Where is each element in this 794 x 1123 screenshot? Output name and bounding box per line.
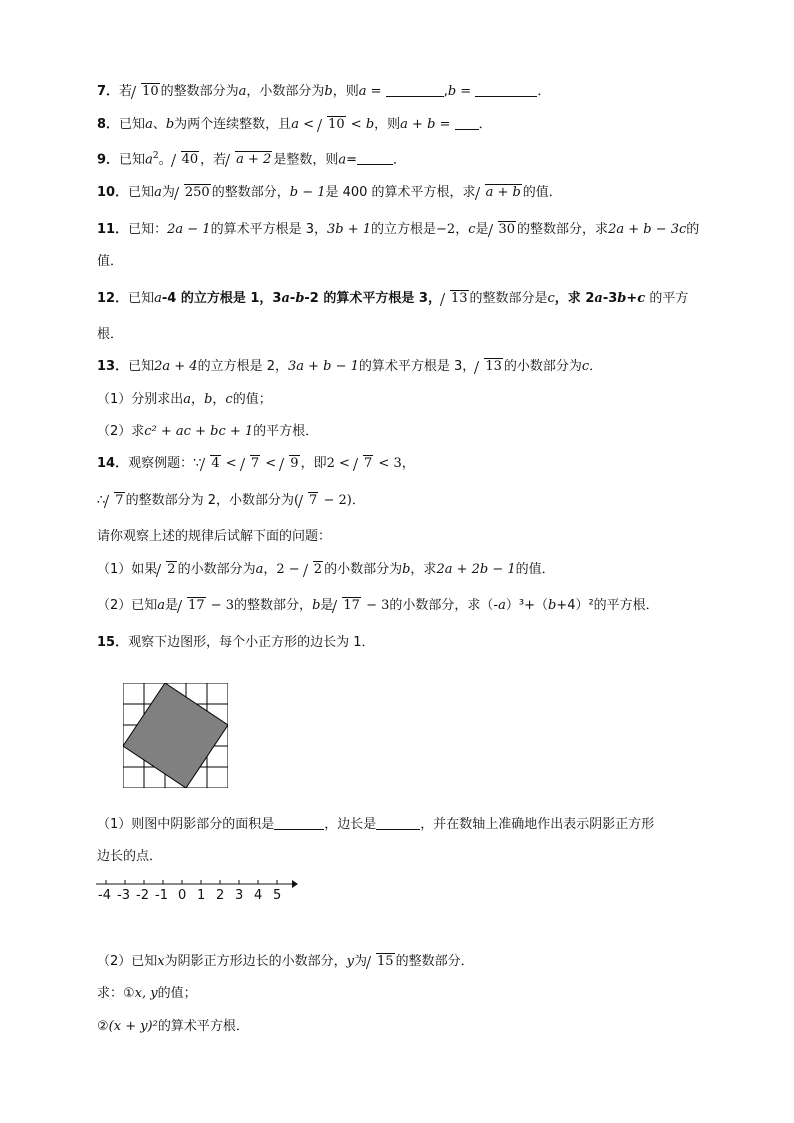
text: 的小数部分，求（- xyxy=(389,598,499,613)
answer-blank-area[interactable] xyxy=(274,815,324,830)
text: （1）则图中阴影部分的面积是 xyxy=(97,817,275,832)
text: 已知 xyxy=(128,359,155,374)
paren: ( xyxy=(293,493,300,508)
var-a: a xyxy=(358,84,367,99)
radicand: a + b xyxy=(485,185,521,200)
sqrt-2 xyxy=(305,561,323,579)
question-13-part-1 xyxy=(97,391,272,409)
answer-blank[interactable] xyxy=(455,115,479,130)
var-a: a xyxy=(154,291,162,306)
sqrt-4 xyxy=(202,455,220,473)
var-c: c xyxy=(547,291,555,306)
number: −2 xyxy=(436,222,456,237)
radicand: 7 xyxy=(309,493,318,508)
text: 若 xyxy=(119,84,133,99)
sqrt-17 xyxy=(334,597,361,615)
tick-label: -4 xyxy=(98,888,111,903)
text: 的值； xyxy=(232,392,272,407)
var-b: b xyxy=(165,117,175,132)
expression: 2a − 1 xyxy=(167,222,211,237)
equals: = xyxy=(435,117,455,132)
radicand: 4 xyxy=(211,456,220,471)
expression: (x + y)² xyxy=(108,1019,158,1034)
var-y: y xyxy=(346,954,354,969)
sqrt-7 xyxy=(106,492,124,510)
var-a: a xyxy=(154,185,162,200)
text: ，并在数轴上准确地作出表示阴影正方形 xyxy=(420,817,655,832)
question-13-part-2 xyxy=(97,423,318,441)
inequality: a < xyxy=(291,117,319,132)
radicand: 10 xyxy=(142,84,159,99)
sqrt-15 xyxy=(368,953,395,971)
expression: 3a + b − 1 xyxy=(287,359,359,374)
sqrt-40 xyxy=(173,151,200,169)
text: 为 xyxy=(161,185,175,200)
var-a: a xyxy=(238,84,247,99)
text: 的立方根是 2， xyxy=(197,359,288,374)
text: 已知 xyxy=(128,291,155,306)
text: ② xyxy=(97,1019,109,1034)
expression: x, y xyxy=(134,986,158,1001)
radicand: 30 xyxy=(498,222,516,237)
sqrt-10 xyxy=(133,83,160,101)
radicand: 2 xyxy=(313,562,323,577)
var-b: b xyxy=(295,291,305,306)
text: （2）已知 xyxy=(97,954,158,969)
question-15 xyxy=(97,634,375,652)
question-15-sub-2 xyxy=(97,1018,249,1036)
var-b: b xyxy=(324,84,333,99)
var-a: a xyxy=(183,392,192,407)
tick-label: 2 xyxy=(216,888,225,903)
expression: 3b + 1 xyxy=(326,222,371,237)
shaded-square xyxy=(123,683,228,788)
text: -4 的立方根是 1，3 xyxy=(161,291,282,306)
text: ． xyxy=(351,493,365,508)
question-11 xyxy=(97,221,699,239)
grid-svg xyxy=(123,683,228,788)
question-number: 13． xyxy=(97,359,129,374)
text: 是整数，则 xyxy=(273,152,339,168)
text: ． xyxy=(589,359,603,374)
less-than: < xyxy=(221,456,241,471)
sqrt-250 xyxy=(176,184,211,202)
var-a: a xyxy=(498,598,506,613)
text: ，若 xyxy=(200,152,227,168)
var-c: c xyxy=(225,392,233,407)
sqrt-a-plus-b xyxy=(477,184,522,202)
arrow-head-icon xyxy=(292,880,298,888)
text: ． xyxy=(478,117,492,132)
radicand: 2 xyxy=(167,562,176,577)
text: 的小数部分为 xyxy=(503,359,582,374)
text: 的整数部分． xyxy=(395,954,474,969)
question-12-line-2: 根． xyxy=(97,327,124,342)
answer-blank-side[interactable] xyxy=(376,815,420,830)
expression: a + b xyxy=(400,117,436,132)
text: 的值； xyxy=(157,986,197,1001)
tick-label: 0 xyxy=(178,888,187,903)
radicand: 7 xyxy=(250,456,260,471)
var-c: c xyxy=(581,359,590,374)
text: 的整数部分是 xyxy=(469,291,548,306)
text: ，则 xyxy=(332,84,359,99)
var-b: b xyxy=(547,598,557,613)
inequality: < 3 xyxy=(374,456,402,471)
sqrt-7 xyxy=(300,492,318,510)
var-a: a xyxy=(594,291,603,306)
text: ， xyxy=(401,456,415,471)
text: 为两个连续整数，且 xyxy=(174,117,292,132)
sqrt-7 xyxy=(242,455,260,473)
text: （1）如果 xyxy=(97,562,158,577)
text: 的立方根是 xyxy=(371,222,437,237)
var-a: a xyxy=(338,152,347,168)
question-10 xyxy=(97,184,562,202)
text: ， xyxy=(191,392,205,407)
therefore-symbol: ∴ xyxy=(97,493,106,508)
number-line-ticks xyxy=(106,880,277,884)
text: ，求 2 xyxy=(554,291,595,306)
text: 的值． xyxy=(515,562,555,577)
sqrt-13 xyxy=(442,290,469,308)
tick-label: 4 xyxy=(254,888,263,903)
var-x: x xyxy=(157,954,165,969)
text: 的小数部分为 xyxy=(177,562,256,577)
question-number: 9． xyxy=(97,152,120,168)
tick-label: -3 xyxy=(117,888,130,903)
text: 观察例题：∵ xyxy=(128,456,202,471)
question-15-part-1-line-2: 边长的点． xyxy=(97,849,163,864)
sqrt-7 xyxy=(355,455,373,473)
answer-blank[interactable] xyxy=(475,82,537,97)
text: 是 400 的算术平方根，求 xyxy=(325,185,476,200)
text: 已知： xyxy=(128,222,168,237)
var-b: b xyxy=(204,392,213,407)
answer-blank[interactable] xyxy=(386,82,444,97)
radicand: 13 xyxy=(485,359,502,374)
text: , xyxy=(443,84,448,99)
equals: = xyxy=(456,84,476,99)
question-14-part-1 xyxy=(97,561,555,579)
text: 求：① xyxy=(97,986,135,1001)
tick-label: 5 xyxy=(273,888,282,903)
question-13 xyxy=(97,358,602,376)
less-than: < xyxy=(261,456,281,471)
question-number: 10． xyxy=(97,185,129,200)
expression: − 3 xyxy=(361,598,390,613)
var-a: a xyxy=(281,291,290,306)
radicand: 250 xyxy=(184,185,210,200)
text: 的整数部分为 xyxy=(160,84,239,99)
text: ，边长是 xyxy=(324,817,377,832)
text: 已知 xyxy=(119,117,146,132)
sqrt-13 xyxy=(476,358,503,376)
grid-figure xyxy=(123,683,228,788)
radicand: 40 xyxy=(181,152,199,168)
text: ，则 xyxy=(374,117,401,132)
sqrt-a-plus-2 xyxy=(227,151,272,169)
text: 观察下边图形，每个小正方形的边长为 1． xyxy=(128,635,375,650)
var-c: c xyxy=(637,291,646,306)
text: ， xyxy=(263,562,277,577)
question-15-part-2 xyxy=(97,953,474,971)
text: ． xyxy=(537,84,551,99)
question-12 xyxy=(97,290,688,308)
text: 的 xyxy=(686,222,700,237)
tick-label: -1 xyxy=(155,888,168,903)
text: ，求 xyxy=(410,562,437,577)
text: -2 的算术平方根是 3， xyxy=(304,291,441,306)
question-15-part-1 xyxy=(97,815,654,834)
radicand: 9 xyxy=(290,456,299,471)
radicand: 17 xyxy=(188,598,205,613)
sqrt-9 xyxy=(281,455,299,473)
var-c: c xyxy=(468,222,476,237)
expression: c² + ac + bc + 1 xyxy=(144,424,254,439)
text: （1）分别求出 xyxy=(97,392,184,407)
text: 的算术平方根是 3， xyxy=(358,359,476,374)
text: ，小数部分为 xyxy=(246,84,325,99)
question-8 xyxy=(97,115,492,134)
answer-blank[interactable] xyxy=(357,150,393,165)
radicand: 7 xyxy=(364,456,373,471)
expression: 2 − xyxy=(276,562,304,577)
text: 是 xyxy=(165,598,179,613)
var-b: b xyxy=(312,598,321,613)
expression: b − 1 xyxy=(289,185,326,200)
text: （2）已知 xyxy=(97,598,158,613)
var-a: a xyxy=(157,598,166,613)
question-9 xyxy=(97,147,406,169)
tick-label: 1 xyxy=(197,888,206,903)
text: 是 xyxy=(475,222,489,237)
text: + xyxy=(626,291,638,306)
var-b: b xyxy=(402,562,411,577)
text: 、 xyxy=(152,117,166,132)
text: ． xyxy=(393,152,407,168)
tick-label: 3 xyxy=(235,888,244,903)
var-a: a xyxy=(145,152,153,168)
var-b: b xyxy=(617,291,627,306)
sqrt-2 xyxy=(158,561,176,579)
question-11-line-2: 值． xyxy=(97,254,124,269)
question-7 xyxy=(97,82,550,101)
question-15-sub-1 xyxy=(97,985,197,1003)
radicand: 15 xyxy=(377,954,394,969)
inequality: 2 < xyxy=(326,456,355,471)
text: 的平方根． xyxy=(253,424,319,439)
text: 是 xyxy=(320,598,334,613)
sqrt-10 xyxy=(319,116,346,134)
question-number: 8． xyxy=(97,117,120,132)
expression: − 3 xyxy=(206,598,235,613)
number-line-svg xyxy=(96,874,298,888)
text: ）³+（ xyxy=(505,598,548,613)
question-14-instruction: 请你观察上述的规律后试解下面的问题： xyxy=(97,529,332,544)
question-14-part-2 xyxy=(97,597,659,615)
text: 的整数部分，求 xyxy=(517,222,609,237)
text: 的算术平方根是 3， xyxy=(210,222,327,237)
radicand: 10 xyxy=(328,117,345,132)
equals: = xyxy=(366,84,386,99)
text: 已知 xyxy=(119,152,146,168)
expression: 2a + b − 3c xyxy=(608,222,687,237)
radicand: a + 2 xyxy=(236,152,272,168)
exponent: 2 xyxy=(152,151,159,161)
tick-label: -2 xyxy=(136,888,149,903)
text: （2）求 xyxy=(97,424,145,439)
var-a: a xyxy=(145,117,153,132)
text: 为阴影正方形边长的小数部分， xyxy=(164,954,347,969)
radicand: 17 xyxy=(343,598,360,613)
var-b: b xyxy=(447,84,457,99)
radicand: 7 xyxy=(115,493,124,508)
var-a: a xyxy=(255,562,264,577)
text: 为 xyxy=(354,954,368,969)
inequality: < b xyxy=(346,117,375,132)
sqrt-17 xyxy=(179,597,206,615)
expression: − 2) xyxy=(319,493,352,508)
expression: 2a + 2b − 1 xyxy=(436,562,516,577)
radicand: 13 xyxy=(450,291,468,306)
text: -3 xyxy=(602,291,618,306)
text: 的小数部分为 xyxy=(324,562,403,577)
question-14-line-2 xyxy=(97,492,365,510)
question-number: 7． xyxy=(97,84,120,99)
text: ， xyxy=(455,222,469,237)
text: = xyxy=(346,152,358,168)
text: +4）²的平方根． xyxy=(556,598,659,613)
question-number: 11． xyxy=(97,222,129,237)
question-14 xyxy=(97,455,415,473)
text: 的整数部分为 2，小数部分为 xyxy=(125,493,294,508)
text: 的整数部分， xyxy=(211,185,290,200)
text: 已知 xyxy=(128,185,155,200)
text: 的算术平方根． xyxy=(157,1019,249,1034)
question-number: 15． xyxy=(97,635,129,650)
text: ，即 xyxy=(300,456,327,471)
expression: 2a + 4 xyxy=(154,359,198,374)
sqrt-30 xyxy=(490,221,517,239)
text: 的平方 xyxy=(645,291,689,306)
question-number: 12． xyxy=(97,291,129,306)
text: 。 xyxy=(158,152,172,168)
text: - xyxy=(289,291,296,306)
text: 的整数部分， xyxy=(234,598,313,613)
question-number: 14． xyxy=(97,456,129,471)
text: ， xyxy=(212,392,226,407)
text: 的值． xyxy=(522,185,562,200)
